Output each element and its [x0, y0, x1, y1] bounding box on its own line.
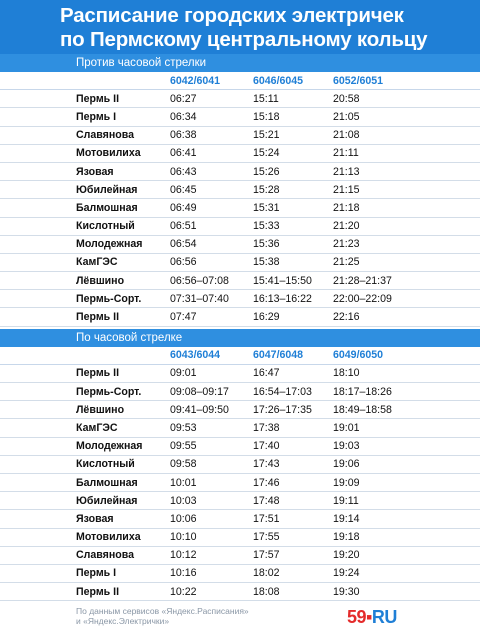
train-number-row — [0, 72, 480, 90]
station-name: Пермь II — [76, 367, 120, 380]
time-cell: 17:26–17:35 — [253, 403, 312, 416]
time-cell: 18:49–18:58 — [333, 403, 392, 416]
table-row — [0, 218, 480, 236]
time-cell: 16:29 — [253, 311, 280, 324]
time-cell: 06:34 — [170, 110, 197, 123]
station-name: Пермь II — [76, 585, 120, 598]
time-cell: 06:43 — [170, 165, 197, 178]
train-number: 6042/6041 — [170, 74, 221, 87]
time-cell: 18:10 — [333, 367, 360, 380]
time-cell: 09:55 — [170, 440, 197, 453]
source-note — [76, 606, 249, 626]
time-cell: 06:56 — [170, 256, 197, 269]
time-cell: 19:14 — [333, 512, 360, 525]
table-row — [0, 199, 480, 217]
time-cell: 18:17–18:26 — [333, 385, 392, 398]
station-name: КамГЭС — [76, 421, 118, 434]
time-cell: 10:22 — [170, 585, 197, 598]
time-cell: 15:26 — [253, 165, 280, 178]
station-name: Лёвшино — [76, 274, 125, 287]
table-row — [0, 236, 480, 254]
table-row — [0, 547, 480, 565]
time-cell: 10:01 — [170, 476, 197, 489]
time-cell: 21:13 — [333, 165, 360, 178]
time-cell: 19:30 — [333, 585, 360, 598]
time-cell: 19:18 — [333, 531, 360, 544]
time-cell: 10:12 — [170, 549, 197, 562]
source-line-2: и «Яндекс.Электрички» — [76, 616, 170, 626]
logo-number: 59 — [347, 607, 367, 627]
time-cell: 17:40 — [253, 440, 280, 453]
time-cell: 10:06 — [170, 512, 197, 525]
time-cell: 19:09 — [333, 476, 360, 489]
station-name: Балмошная — [76, 201, 138, 214]
time-cell: 21:11 — [333, 147, 359, 160]
table-row — [0, 127, 480, 145]
station-name: Пермь II — [76, 311, 120, 324]
time-cell: 21:25 — [333, 256, 360, 269]
table-row — [0, 163, 480, 181]
time-cell: 10:16 — [170, 567, 197, 580]
table-row — [0, 492, 480, 510]
station-name: Лёвшино — [76, 403, 125, 416]
table-row — [0, 456, 480, 474]
time-cell: 15:18 — [253, 110, 280, 123]
table-row — [0, 565, 480, 583]
time-cell: 09:41–09:50 — [170, 403, 229, 416]
station-name: Юбилейная — [76, 183, 138, 196]
train-number: 6049/6050 — [333, 349, 384, 362]
logo-dot: ▪ — [366, 607, 372, 627]
station-name: Мотовилиха — [76, 147, 141, 160]
station-name: Кислотный — [76, 220, 135, 233]
table-row — [0, 365, 480, 383]
table-row — [0, 145, 480, 163]
train-number-row — [0, 347, 480, 365]
time-cell: 06:49 — [170, 201, 197, 214]
time-cell: 06:41 — [170, 147, 197, 160]
logo-domain: RU — [371, 607, 397, 627]
station-name: КамГЭС — [76, 256, 118, 269]
time-cell: 17:46 — [253, 476, 280, 489]
station-name: Славянова — [76, 129, 134, 142]
time-cell: 19:01 — [333, 421, 360, 434]
time-cell: 09:53 — [170, 421, 197, 434]
logo — [347, 607, 397, 628]
time-cell: 15:11 — [253, 92, 279, 105]
time-cell: 22:00–22:09 — [333, 292, 392, 305]
station-name: Язовая — [76, 165, 114, 178]
station-name: Пермь I — [76, 110, 117, 123]
time-cell: 10:03 — [170, 494, 197, 507]
table-row — [0, 308, 480, 326]
table-row — [0, 108, 480, 126]
time-cell: 07:31–07:40 — [170, 292, 229, 305]
time-cell: 19:03 — [333, 440, 360, 453]
train-number: 6047/6048 — [253, 349, 304, 362]
table-row — [0, 383, 480, 401]
time-cell: 20:58 — [333, 92, 360, 105]
time-cell: 16:13–16:22 — [253, 292, 312, 305]
station-name: Юбилейная — [76, 494, 138, 507]
page-title — [60, 4, 480, 52]
table-row — [0, 290, 480, 308]
time-cell: 15:28 — [253, 183, 280, 196]
time-cell: 09:01 — [170, 367, 197, 380]
title-line-1: Расписание городских электричек — [60, 4, 404, 27]
time-cell: 18:02 — [253, 567, 280, 580]
time-cell: 10:10 — [170, 531, 197, 544]
time-cell: 15:24 — [253, 147, 280, 160]
station-name: Пермь-Сорт. — [76, 292, 142, 305]
time-cell: 21:18 — [333, 201, 360, 214]
table-row — [0, 90, 480, 108]
time-cell: 21:08 — [333, 129, 360, 142]
time-cell: 17:55 — [253, 531, 280, 544]
station-name: Пермь II — [76, 92, 120, 105]
time-cell: 07:47 — [170, 311, 197, 324]
schedule-sections — [0, 54, 480, 601]
table-row — [0, 529, 480, 547]
time-cell: 15:38 — [253, 256, 280, 269]
station-name: Молодежная — [76, 238, 143, 251]
time-cell: 06:56–07:08 — [170, 274, 229, 287]
source-line-1: По данным сервисов «Яндекс.Расписания» — [76, 606, 249, 616]
section-header: По часовой стрелке — [0, 329, 480, 347]
time-cell: 21:23 — [333, 238, 360, 251]
time-cell: 16:54–17:03 — [253, 385, 312, 398]
table-row — [0, 181, 480, 199]
time-cell: 19:24 — [333, 567, 360, 580]
time-cell: 15:31 — [253, 201, 280, 214]
time-cell: 15:36 — [253, 238, 280, 251]
time-cell: 15:21 — [253, 129, 280, 142]
time-cell: 22:16 — [333, 311, 360, 324]
time-cell: 17:57 — [253, 549, 280, 562]
table-row — [0, 438, 480, 456]
station-name: Пермь-Сорт. — [76, 385, 142, 398]
table-row — [0, 272, 480, 290]
table-row — [0, 401, 480, 419]
time-cell: 18:08 — [253, 585, 280, 598]
table-row — [0, 510, 480, 528]
train-number: 6052/6051 — [333, 74, 384, 87]
station-name: Молодежная — [76, 440, 143, 453]
station-name: Язовая — [76, 512, 114, 525]
station-name: Пермь I — [76, 567, 117, 580]
station-name: Мотовилиха — [76, 531, 141, 544]
train-number: 6043/6044 — [170, 349, 221, 362]
time-cell: 15:33 — [253, 220, 280, 233]
time-cell: 19:06 — [333, 458, 360, 471]
time-cell: 06:45 — [170, 183, 197, 196]
table-row — [0, 474, 480, 492]
header — [0, 0, 480, 54]
time-cell: 17:48 — [253, 494, 280, 507]
time-cell: 16:47 — [253, 367, 280, 380]
time-cell: 21:20 — [333, 220, 360, 233]
station-name: Кислотный — [76, 458, 135, 471]
title-line-2: по Пермскому центральному кольцу — [60, 28, 428, 51]
time-cell: 06:51 — [170, 220, 197, 233]
time-cell: 17:43 — [253, 458, 280, 471]
station-name: Балмошная — [76, 476, 138, 489]
time-cell: 19:20 — [333, 549, 360, 562]
time-cell: 09:58 — [170, 458, 197, 471]
table-row — [0, 254, 480, 272]
station-name: Славянова — [76, 549, 134, 562]
table-row — [0, 583, 480, 601]
time-cell: 09:08–09:17 — [170, 385, 229, 398]
time-cell: 15:41–15:50 — [253, 274, 312, 287]
time-cell: 21:28–21:37 — [333, 274, 392, 287]
time-cell: 06:27 — [170, 92, 197, 105]
time-cell: 06:38 — [170, 129, 197, 142]
time-cell: 21:05 — [333, 110, 360, 123]
time-cell: 17:51 — [253, 512, 280, 525]
time-cell: 21:15 — [333, 183, 360, 196]
section-header: Против часовой стрелки — [0, 54, 480, 72]
time-cell: 17:38 — [253, 421, 280, 434]
time-cell: 19:11 — [333, 494, 359, 507]
table-row — [0, 419, 480, 437]
train-number: 6046/6045 — [253, 74, 304, 87]
time-cell: 06:54 — [170, 238, 197, 251]
